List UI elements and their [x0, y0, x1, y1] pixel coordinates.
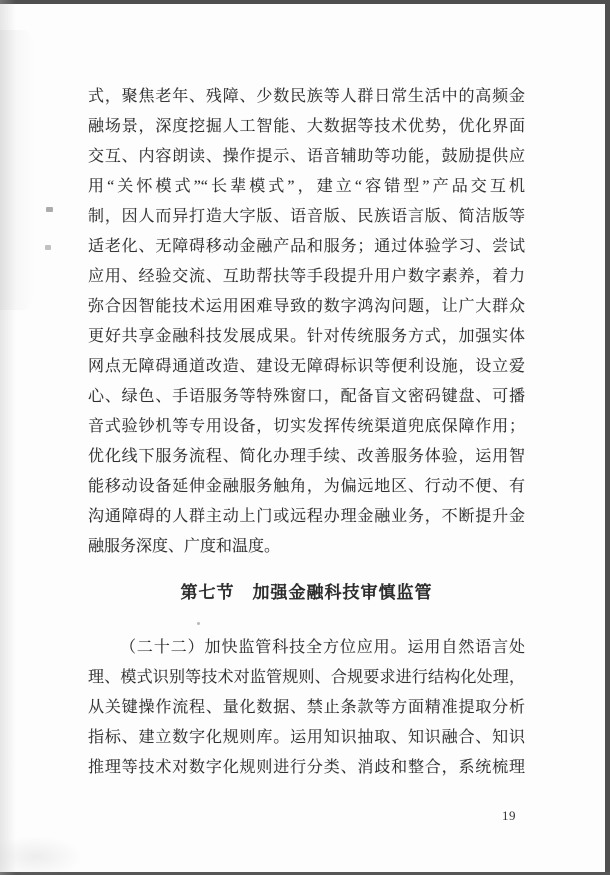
text-line: 心、绿色、手语服务等特殊窗口，配备盲文密码键盘、可播	[88, 388, 525, 405]
text-line: 弥合因智能技术运用困难导致的数字鸿沟问题，让广大群众	[88, 298, 525, 315]
text-line: 能移动设备延伸金融服务触角，为偏远地区、行动不便、有	[88, 478, 525, 495]
scan-edge-right	[605, 0, 610, 875]
text-line: 音式验钞机等专用设备，切实发挥传统渠道兜底保障作用；	[88, 418, 525, 435]
scan-speck	[45, 245, 51, 250]
text-line: 更好共享金融科技发展成果。针对传统服务方式，加强实体	[88, 328, 525, 345]
text-line: 用“关怀模式”“长辈模式”，建立“容错型”产品交互机	[88, 178, 525, 195]
text-line: 沟通障碍的人群主动上门或远程办理金融业务，不断提升金	[88, 508, 525, 525]
page-number: 19	[502, 808, 516, 823]
page-body	[88, 82, 525, 783]
scan-edge-top	[0, 0, 610, 4]
text-line: 网点无障碍通道改造、建设无障碍标识等便利设施，设立爱	[88, 358, 525, 375]
text-line: （二十二）加快监管科技全方位应用。运用自然语言处	[120, 639, 525, 656]
text-line: 从关键操作流程、量化数据、禁止条款等方面精准提取分析	[88, 699, 525, 716]
text-line: 交互、内容朗读、操作提示、语音辅助等功能，鼓励提供应	[88, 148, 525, 165]
text-line: 融场景，深度挖掘人工智能、大数据等技术优势，优化界面	[88, 118, 525, 135]
text-line: 应用、经验交流、互助帮扶等手段提升用户数字素养，着力	[88, 268, 525, 285]
text-line: 适老化、无障碍移动金融产品和服务；通过体验学习、尝试	[88, 238, 525, 255]
text-line: 优化线下服务流程、简化办理手续、改善服务体验，运用智	[88, 448, 525, 465]
section-heading: 第七节 加强金融科技审慎监管	[180, 583, 433, 602]
text-line: 式，聚焦老年、残障、少数民族等人群日常生活中的高频金	[88, 88, 525, 105]
scan-smudge-bottom-left	[0, 836, 83, 875]
text-line: 制，因人而异打造大字版、语音版、民族语言版、简洁版等	[88, 208, 525, 225]
text-line: 理、模式识别等技术对监管规则、合规要求进行结构化处理，	[88, 669, 525, 686]
scan-texture-left	[0, 30, 44, 310]
text-line: 指标、建立数字化规则库。运用知识抽取、知识融合、知识	[88, 729, 525, 746]
text-line: 融服务深度、广度和温度。	[88, 538, 281, 555]
scan-speck	[46, 207, 53, 212]
text-line: 推理等技术对数字化规则进行分类、消歧和整合，系统梳理	[88, 759, 525, 776]
